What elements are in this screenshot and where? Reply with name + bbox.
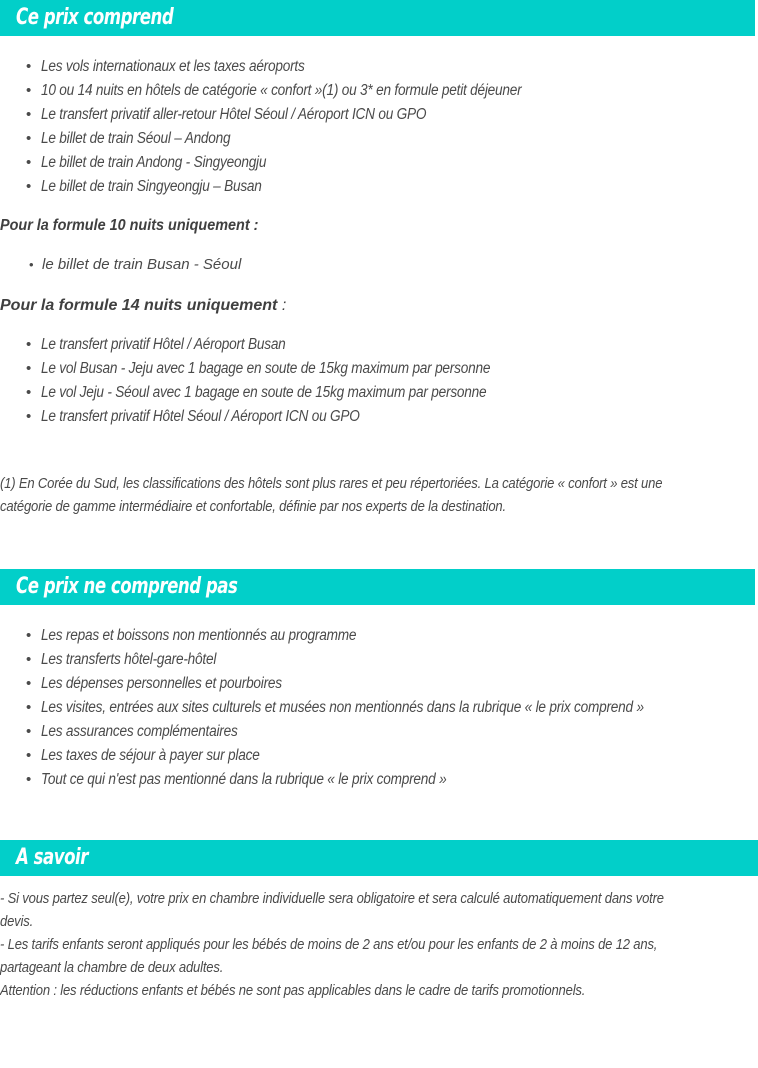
list-item-text: Le transfert privatif aller-retour Hôtel Séoul / Aéroport ICN ou GPO xyxy=(41,106,427,123)
list-item xyxy=(0,357,748,381)
notice-line xyxy=(0,980,752,1003)
notice-line-text: - Les tarifs enfants seront appliqués pour les bébés de moins de 2 ans et/ou pour les enfants de 2 à moins de 12 ans, xyxy=(0,937,658,953)
notice-line xyxy=(0,911,752,934)
notice-line xyxy=(0,957,752,980)
excluded-items-list xyxy=(0,624,748,792)
notice-line-text: partageant la chambre de deux adultes. xyxy=(0,960,224,976)
list-item-text: Les dépenses personnelles et pourboires xyxy=(41,675,282,692)
list-item-text: Le billet de train Singyeongju – Busan xyxy=(41,178,262,195)
list-item-text: Le transfert privatif Hôtel Séoul / Aéroport ICN ou GPO xyxy=(41,408,360,425)
list-item xyxy=(0,744,748,768)
section-header-included xyxy=(0,0,755,36)
section-header-notice xyxy=(0,840,758,876)
list-item-text: 10 ou 14 nuits en hôtels de catégorie « confort »(1) ou 3* en formule petit déjeuner xyxy=(41,82,522,99)
section-header-excluded xyxy=(0,569,755,605)
list-item-text: Le billet de train Andong - Singyeongju xyxy=(41,154,267,171)
subheading-text: Pour la formule 10 nuits uniquement : xyxy=(0,217,259,234)
footnote-line-text: catégorie de gamme intermédiaire et confortable, définie par nos experts de la destination. xyxy=(0,499,506,515)
list-item xyxy=(0,405,748,429)
subheading-colon: : xyxy=(277,297,287,314)
list-item-text: Le vol Busan - Jeju avec 1 bagage en soute de 15kg maximum par personne xyxy=(41,360,491,377)
footnote-line xyxy=(0,473,745,496)
list-item-text: Les assurances complémentaires xyxy=(41,723,238,740)
notice-line xyxy=(0,888,752,911)
list-item xyxy=(0,648,748,672)
footnote-container xyxy=(0,473,745,519)
list-item xyxy=(0,381,748,405)
notice-line xyxy=(0,934,752,957)
list-item-text: Les taxes de séjour à payer sur place xyxy=(41,747,260,764)
list-item-text: Le vol Jeju - Séoul avec 1 bagage en soute de 15kg maximum par personne xyxy=(41,384,487,401)
list-item xyxy=(0,103,748,127)
formula-14-items-container xyxy=(0,333,758,429)
list-item xyxy=(0,151,748,175)
section-title-excluded: Ce prix ne comprend pas xyxy=(16,574,238,599)
subheading-text: Pour la formule 14 nuits uniquement xyxy=(0,297,278,314)
list-item xyxy=(0,672,748,696)
list-item xyxy=(0,696,748,720)
included-items-list xyxy=(0,55,748,199)
excluded-items-container xyxy=(0,624,758,792)
section-title-included: Ce prix comprend xyxy=(16,5,174,30)
list-item-text: Les vols internationaux et les taxes aéroports xyxy=(41,58,305,75)
list-item-text: Les visites, entrées aux sites culturels et musées non mentionnés dans la rubrique « le prix comprend » xyxy=(41,699,644,716)
included-items-container xyxy=(0,55,758,199)
list-item xyxy=(0,79,748,103)
list-item xyxy=(0,55,748,79)
list-item xyxy=(0,253,748,277)
list-item-text: Les transferts hôtel-gare-hôtel xyxy=(41,651,217,668)
footnote-line-text: (1) En Corée du Sud, les classifications des hôtels sont plus rares et peu répertoriées. La catégorie « confort » est une xyxy=(0,476,663,492)
list-item xyxy=(0,720,748,744)
section-title-notice: A savoir xyxy=(16,845,88,870)
list-item xyxy=(0,768,748,792)
notice-body-container xyxy=(0,888,752,1003)
list-item-text: Le billet de train Séoul – Andong xyxy=(41,130,231,147)
list-item xyxy=(0,127,748,151)
subheading-formula-14-nights xyxy=(0,296,286,316)
subheading-formula-10-nights xyxy=(0,216,287,236)
formula-10-items-list xyxy=(0,253,748,277)
formula-14-items-list xyxy=(0,333,748,429)
list-item xyxy=(0,624,748,648)
list-item-text: Le transfert privatif Hôtel / Aéroport Busan xyxy=(41,336,286,353)
footnote-line xyxy=(0,496,745,519)
notice-line-text: - Si vous partez seul(e), votre prix en chambre individuelle sera obligatoire et sera calculé automatiquement dans votre xyxy=(0,891,664,907)
list-item-text: Tout ce qui n'est pas mentionné dans la rubrique « le prix comprend » xyxy=(41,771,447,788)
list-item-text: le billet de train Busan - Séoul xyxy=(42,256,242,273)
notice-line-text: devis. xyxy=(0,914,34,930)
formula-10-items-container xyxy=(0,253,758,277)
list-item xyxy=(0,333,748,357)
list-item xyxy=(0,175,748,199)
notice-line-text: Attention : les réductions enfants et bébés ne sont pas applicables dans le cadre de tarifs promotionnels. xyxy=(0,983,586,999)
list-item-text: Les repas et boissons non mentionnés au programme xyxy=(41,627,357,644)
